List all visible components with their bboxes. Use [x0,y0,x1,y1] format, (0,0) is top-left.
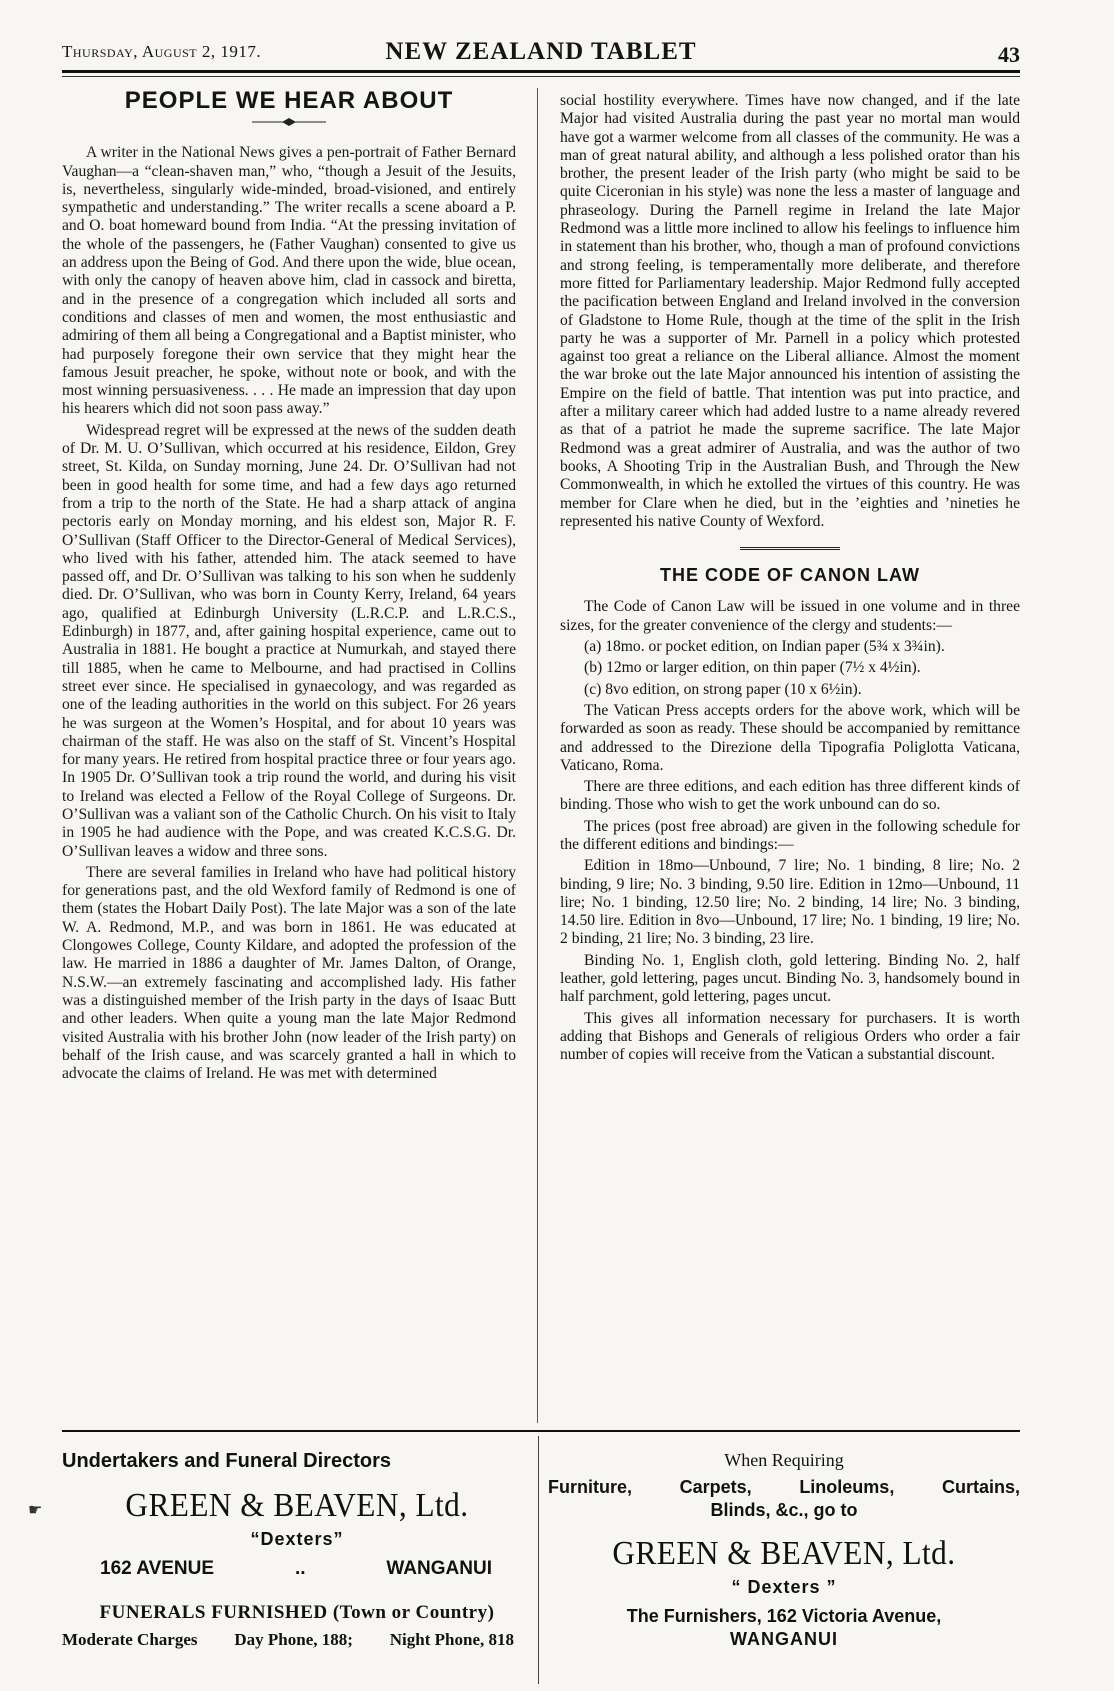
section-title: PEOPLE WE HEAR ABOUT [124,87,454,114]
canon-paragraph: (b) 12mo or larger edition, on thin paper (7½ x 4½in). [584,659,921,677]
canon-paragraph: The Code of Canon Law will be issued in one volume and in three sizes, for the greater convenience of the clergy and students:— [560,598,1020,634]
advert-nickname: “Dexters” [250,1529,344,1549]
page-number: 43 [998,42,1020,67]
issue-date: Thursday, August 2, 1917. [62,42,262,61]
advert-charges: Moderate Charges [62,1630,198,1649]
canon-law-title: THE CODE OF CANON LAW [660,565,920,586]
advert-day-phone: Day Phone, 188; [234,1630,353,1649]
advert-charges-line [62,1630,532,1650]
canon-paragraph: This gives all information necessary for purchasers. It is worth adding that Bishops and Generals of religious Orders who order a fair number of copies will receive from the Vatican a substantial discount. [560,1009,1020,1064]
canon-paragraph: (a) 18mo. or pocket edition, on Indian paper (5¾ x 3¾in). [584,638,945,656]
advert-address [62,1558,532,1580]
advert-divider [538,1436,539,1684]
advert-firm-name: GREEN & BEAVEN, Ltd. [612,1535,956,1572]
newspaper-name: NEW ZEALAND TABLET [385,38,697,65]
advert-street: 162 AVENUE [100,1558,215,1579]
advert-firm-name: GREEN & BEAVEN, Ltd. [125,1487,469,1524]
advert-when: When Requiring [724,1450,844,1470]
advert-top-rule [62,1430,1020,1432]
right-column [560,92,1020,1068]
canon-paragraph: Edition in 18mo—Unbound, 7 lire; No. 1 binding, 8 lire; No. 2 binding, 9 lire; No. 3 binding, 9.50 lire. Edition in 12mo—Unbound, 11 lire; No. 1 binding, 12.50 lire; No. 2 binding, 14 lire; No. 3 binding, 14.50 lire. Edition in 8vo—Unbound, 17 lire; No. 1 binding, 19 lire; No. 2 binding, 21 lire; No. 3 binding, 23 lire. [560,857,1020,948]
title-ornament [252,118,326,126]
advert-good-item: Curtains, [941,1477,1020,1497]
article-paragraph: Widespread regret will be expressed at the news of the sudden death of Dr. M. U. O’Sullivan, which occurred at his residence, Eildon, Grey street, St. Kilda, on Sunday morning, June 24. Dr. O’Sullivan had not been in good health for some time, and had a few days ago returned from a trip to the north of the State. He had a sharp attack of angina pectoris early on Monday morning, and his eldest son, Major R. F. O’Sullivan (Staff Officer to the Director-General of Medical Services), who lived with his father, attended him. The atack seemed to have passed off, and Dr. O’Sullivan was talking to his son when he suddenly died. Dr. O’Sullivan, who was born in County Kerry, Ireland, 64 years ago, qualified at Edinburgh University (L.R.C.P. and L.R.C.S., Edinburgh) in 1877, and, after gaining hospital experience, came out to Australia in 1881. He bought a practice at Numurkah, and stayed there till 1885, when he came to Melbourne, and had practised in Collins street ever since. He specialised in gynaecology, and was regarded as one of the leading authorities in the world on this subject. For 26 years he was surgeon at the Women’s Hospital, and for about 10 years was chairman of the staff. He was also on the staff of St. Vincent’s Hospital for many years. He retired from hospital practice three or four years ago. In 1905 Dr. O’Sullivan took a trip round the world, and during his visit to Ireland was elected a Fellow of the Royal College of Surgeons. Dr. O’Sullivan was a valiant son of the Catholic Church. On his visit to Italy in 1905 he had audience with the Pope, and was created K.C.S.G. Dr. O’Sullivan leaves a widow and three sons. [62,421,516,860]
advert-goods [548,1477,1020,1498]
advert-good-item: Carpets, [679,1477,752,1497]
advert-nickname: “ Dexters ” [731,1577,837,1597]
masthead [62,36,1020,73]
advert-address-separator: .. [294,1558,306,1579]
advert-heading: Undertakers and Funeral Directors [62,1450,391,1472]
undertakers-advert [62,1440,532,1650]
article-paragraph: There are several families in Ireland who have had political history for generations past, and the old Wexford family of Redmond is one of them (states the Hobart Daily Post). The late Major was a son of the late W. A. Redmond, M.P., and was born in 1861. He was educated at Clongowes College, County Kildare, and adopted the profession of the law. He married in 1886 a daughter of Mr. James Dalton, of Orange, N.S.W.—an extremely fascinating and accomplished lady. His father was a distinguished member of the Irish party in the days of Isaac Butt and other leaders. When quite a young man the late Major Redmond visited Australia with his brother John (now leader of the Irish party) on behalf of the Irish cause, and was scarcely granted a hall in which to advocate the claims of Ireland. He was met with determined [62,863,516,1083]
advert-goods-continued: Blinds, &c., go to [710,1500,858,1520]
masthead-rule [62,76,1020,77]
article-paragraph: A writer in the National News gives a pen-portrait of Father Bernard Vaughan—a “clean-shaven man,” who, “though a Jesuit of the Jesuits, is, nevertheless, singularly wide-minded, broad-visioned, and entirely sympathetic and understanding.” The writer recalls a scene aboard a P. and O. boat homeward bound from India. “At the pressing invitation of the whole of the passengers, he (Father Vaughan) consented to give us an address upon the Being of God. And there upon the wide, blue ocean, with only the canopy of heaven above him, clad in cassock and biretta, and in the presence of a congregation which included all sorts and conditions and classes of men and women, the most enthusiastic and admiring of them all being a Congregational and a Baptist minister, who had purposely foregone their own service that they might hear the famous Jesuit preacher, he spoke, without note or book, and with the most winning persuasiveness. . . . He made an impression that day upon his hearers which did not soon pass away.” [62,144,516,418]
canon-paragraph: (c) 8vo edition, on strong paper (10 x 6½in). [584,680,862,698]
furnishers-advert [548,1440,1020,1650]
advert-good-item: Furniture, [548,1477,632,1497]
canon-paragraph: The prices (post free abroad) are given in the following schedule for the different editions and bindings:— [560,817,1020,853]
column-divider [537,88,538,1423]
pointing-hand-icon: ☛ [28,1502,43,1519]
advert-town: WANGANUI [730,1629,838,1649]
advert-town: WANGANUI [386,1558,492,1579]
advert-furnishers: The Furnishers, 162 Victoria Avenue, [626,1606,942,1626]
canon-paragraph: The Vatican Press accepts orders for the above work, which will be forwarded as soon as ready. These should be accompanied by remittance and addressed to the Direzione della Tipografia Poliglotta Vaticana, Vaticano, Roma. [560,701,1020,774]
canon-paragraph: Binding No. 1, English cloth, gold lettering. Binding No. 2, half leather, gold lettering, pages uncut. Binding No. 3, handsomely bound in half parchment, gold lettering, pages uncut. [560,951,1020,1006]
canon-paragraph: There are three editions, and each edition has three different kinds of binding. Those who wish to get the work unbound can do so. [560,778,1020,814]
advert-good-item: Linoleums, [799,1477,895,1497]
advert-funerals: FUNERALS FURNISHED (Town or Country) [99,1602,495,1623]
article-continuation: social hostility everywhere. Times have now changed, and if the late Major had visited Australia during the past year no mortal man would have got a warmer welcome from all classes of the community. He was a man of great natural ability, and although a less polished orator than his brother, the present leader of the Irish party (who might be said to be quite Ciceronian in his style) was none the less a master of language and phraseology. During the Parnell regime in Ireland the late Major Redmond was a little more inclined to allow his feelings to influence him in statement than his brother, who, though a man of profound convictions and strong feeling, is temperamentally more deliberate, and therefore more fitted for Parliamentary leadership. Major Redmond fully accepted the pacification between England and Ireland involved in the conversion of Gladstone to Home Rule, though at the time of the split in the Irish party he was a supporter of Mr. Parnell in a policy which protested against too great a reliance on the Liberal alliance. Almost the moment the war broke out the late Major announced his intention of assisting the Empire on the field of battle. That intention was put into practice, and after a military career which had added lustre to a name already revered as that of a patriot he made the supreme sacrifice. The late Major Redmond was a great admirer of Australia, and was the author of two books, A Shooting Trip in the Australian Bush, and Through the New Commonwealth, in which he extolled the virtues of this country. He was member for Clare when he died, but in the ’eighties and ’nineties he represented his native County of Wexford. [560,92,1020,530]
section-separator [740,547,840,552]
left-column [62,87,516,1086]
advert-night-phone: Night Phone, 818 [389,1630,514,1649]
